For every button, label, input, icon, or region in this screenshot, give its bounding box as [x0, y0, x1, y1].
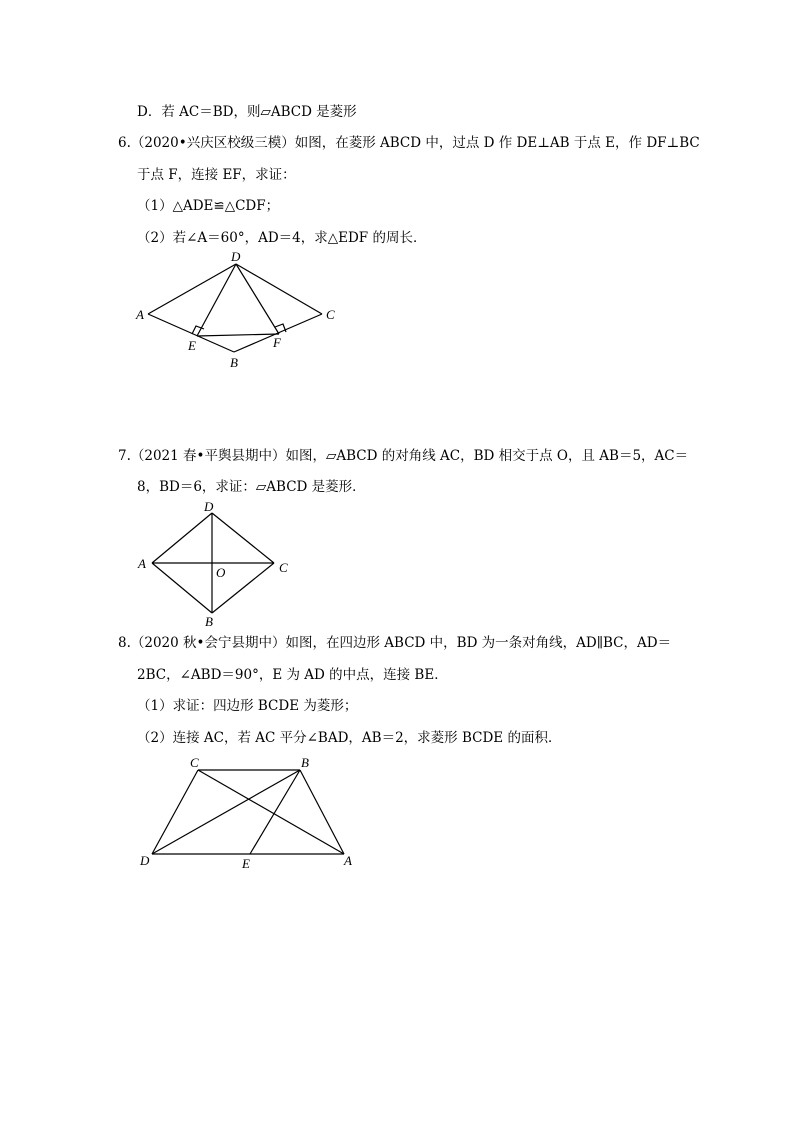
label-d: D: [204, 499, 214, 514]
label-e: E: [242, 856, 250, 871]
label-d: D: [140, 853, 150, 868]
label-c: C: [190, 755, 199, 770]
label-f: F: [273, 335, 281, 350]
label-b: B: [230, 355, 238, 370]
side-ad: [152, 513, 212, 563]
problem-6-line-2: 于点 F，连接 EF，求证：: [137, 167, 296, 183]
problem-8-part-1: （1）求证：四边形 BCDE 为菱形；: [137, 698, 358, 714]
problem-8-line-2: 2BC，∠ABD＝90°，E 为 AD 的中点，连接 BE．: [137, 667, 448, 683]
figure-8-trapezoid: [130, 752, 370, 882]
label-b: B: [301, 755, 309, 770]
segment-be: [250, 770, 300, 854]
problem-7-line-2: 8，BD＝6，求证：▱ABCD 是菱形．: [137, 479, 366, 495]
segment-ef: [197, 334, 279, 336]
segment-df: [236, 264, 279, 334]
label-o: O: [216, 565, 226, 580]
side-dc: [212, 513, 274, 563]
label-a: A: [138, 556, 146, 571]
label-e: E: [188, 338, 196, 353]
problem-7-line-1: 7.（2021 春•平舆县期中）如图，▱ABCD 的对角线 AC，BD 相交于点 O，且 AB＝5，AC＝: [118, 448, 689, 464]
label-b: B: [205, 614, 213, 628]
option-d: D．若 AC＝BD，则▱ABCD 是菱形: [137, 104, 357, 120]
label-c: C: [279, 560, 288, 575]
label-d: D: [231, 252, 241, 264]
side-dc: [236, 264, 322, 314]
problem-8-line-1: 8.（2020 秋•会宁县期中）如图，在四边形 ABCD 中，BD 为一条对角线，AD∥BC，AD＝: [118, 635, 672, 651]
side-ba: [152, 563, 212, 613]
problem-8-part-2: （2）连接 AC，若 AC 平分∠BAD，AB＝2，求菱形 BCDE 的面积．: [137, 730, 562, 746]
figure-6-rhombus: [130, 252, 350, 372]
figure-7-rhombus: [130, 498, 300, 628]
diagonal-db: [152, 770, 300, 854]
problem-6-line-1: 6.（2020•兴庆区校级三模）如图，在菱形 ABCD 中，过点 D 作 DE⊥AB 于点 E，作 DF⊥BC: [118, 135, 700, 151]
label-a: A: [136, 307, 144, 322]
label-c: C: [326, 307, 335, 322]
problem-6-part-2: （2）若∠A＝60°，AD＝4，求△EDF 的周长．: [137, 230, 427, 246]
problem-6-part-1: （1）△ADE≌△CDF；: [137, 198, 280, 214]
label-a: A: [344, 853, 352, 868]
